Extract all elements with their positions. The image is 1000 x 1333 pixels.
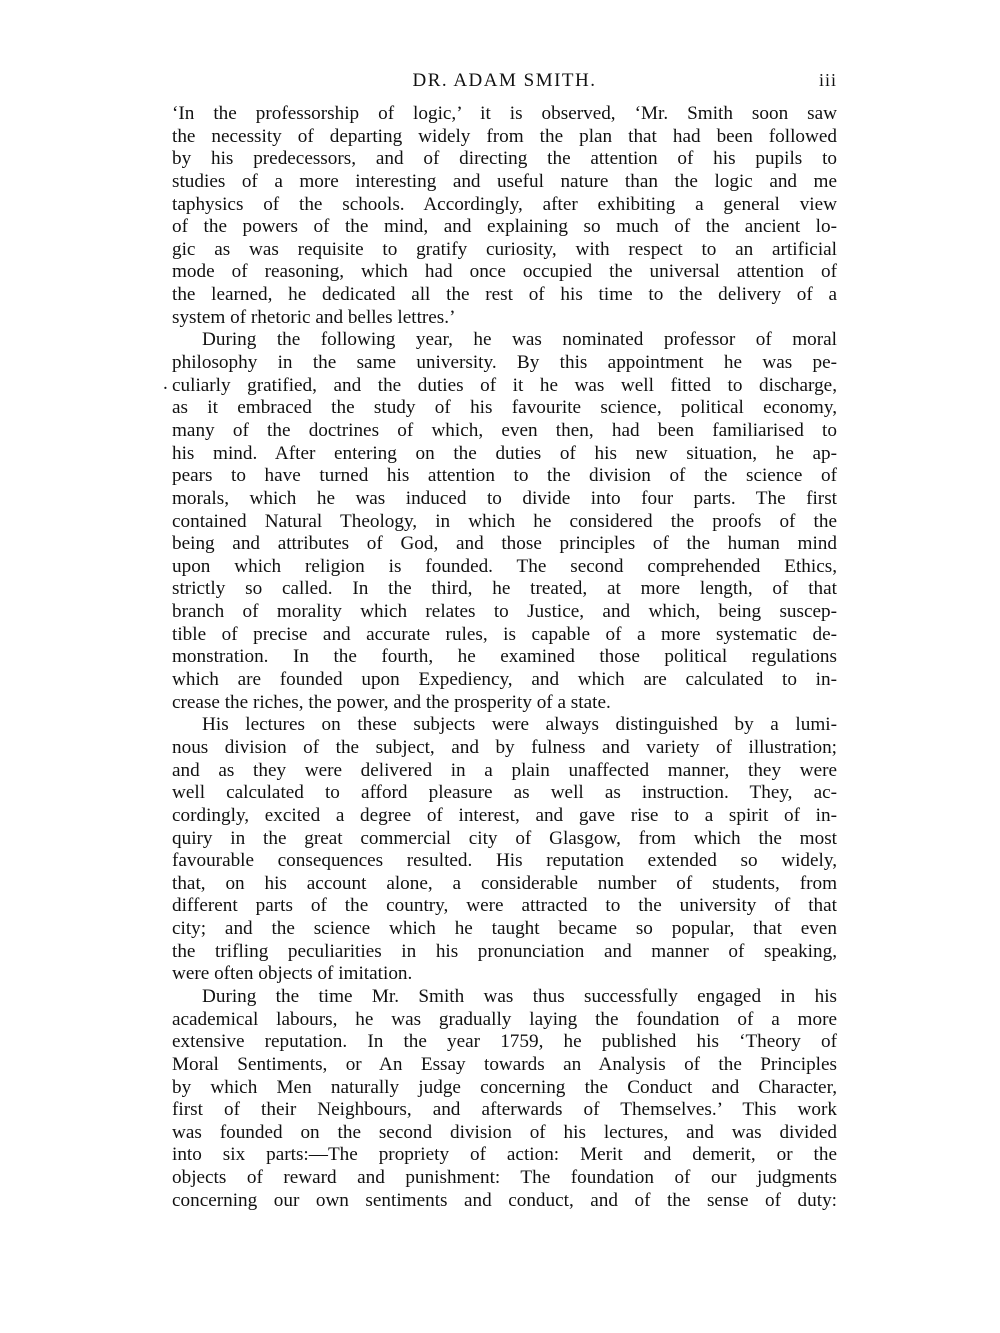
text-line: upon which religion is founded. The second comprehended Ethics, <box>172 555 837 577</box>
text-line: crease the riches, the power, and the prosperity of a state. <box>172 691 611 713</box>
text-line: quiry in the great commercial city of Glasgow, from which the most <box>172 827 837 849</box>
text-line: tible of precise and accurate rules, is capable of a more systematic de- <box>172 623 837 645</box>
text-line: branch of morality which relates to Justice, and which, being suscep- <box>172 601 837 623</box>
text-line: gic as was requisite to gratify curiosity, with respect to an artificial <box>172 238 837 260</box>
text-line: as it embraced the study of his favourite science, political economy, <box>172 397 837 419</box>
text-line: nous division of the subject, and by fulness and variety of illustration; <box>172 736 837 758</box>
text-line: which are founded upon Expediency, and which are calculated to in- <box>172 669 837 691</box>
text-line: first of their Neighbours, and afterwards of Themselves.’ This work <box>172 1099 837 1121</box>
text-line: philosophy in the same university. By this appointment he was pe- <box>172 352 837 374</box>
text-line: . culiarly gratified, and the duties of it he was well fitted to discharge, <box>172 375 837 398</box>
text-line: and as they were delivered in a plain unaffected manner, they were <box>172 759 837 781</box>
text-line: well calculated to afford pleasure as well as instruction. They, ac- <box>172 782 837 804</box>
text-line: that, on his account alone, a considerable number of students, from <box>172 872 837 894</box>
text-line: his mind. After entering on the duties of his new situation, he ap- <box>172 442 837 464</box>
text-line: were often objects of imitation. <box>172 963 413 985</box>
text-line: strictly so called. In the third, he treated, at more length, of that <box>172 578 837 600</box>
text-line: the necessity of departing widely from the plan that had been followed <box>172 125 837 147</box>
text-line: studies of a more interesting and useful nature than the logic and me <box>172 170 837 192</box>
text-line: objects of reward and punishment: The foundation of our judgments <box>172 1167 837 1189</box>
text-line: contained Natural Theology, in which he considered the proofs of the <box>172 510 837 532</box>
body-text <box>172 103 837 1212</box>
running-title: DR. ADAM SMITH. <box>412 70 597 91</box>
text-line: many of the doctrines of which, even then, had been familiarised to <box>172 419 837 441</box>
text-line: academical labours, he was gradually laying the foundation of a more <box>172 1008 837 1030</box>
text-line: being and attributes of God, and those principles of the human mind <box>172 533 837 555</box>
text-line: by which Men naturally judge concerning the Conduct and Character, <box>172 1076 837 1098</box>
text-line: extensive reputation. In the year 1759, he published his ‘Theory of <box>172 1031 837 1053</box>
text-line: pears to have turned his attention to the division of the science of <box>172 465 837 487</box>
text-line: His lectures on these subjects were always distinguished by a lumi- <box>202 714 837 736</box>
text-line: by his predecessors, and of directing the attention of his pupils to <box>172 148 837 170</box>
text-line: system of rhetoric and belles lettres.’ <box>172 306 456 328</box>
text-line: mode of reasoning, which had once occupied the universal attention of <box>172 261 837 283</box>
text-line: Moral Sentiments, or An Essay towards an Analysis of the Principles <box>172 1053 837 1075</box>
running-head <box>172 66 837 94</box>
text-line: into six parts:—The propriety of action: Merit and demerit, or the <box>172 1144 837 1166</box>
text-line: ‘In the professorship of logic,’ it is observed, ‘Mr. Smith soon saw <box>172 103 837 124</box>
text-line: monstration. In the fourth, he examined those political regulations <box>172 646 837 668</box>
text-line: taphysics of the schools. Accordingly, after exhibiting a general view <box>172 193 837 215</box>
text-line: of the powers of the mind, and explaining so much of the ancient lo- <box>172 216 837 238</box>
page-number: iii <box>818 70 837 90</box>
text-line: was founded on the second division of his lectures, and was divided <box>172 1121 837 1143</box>
text-line: cordingly, excited a degree of interest, and gave rise to a spirit of in- <box>172 804 837 826</box>
text-line: the learned, he dedicated all the rest of his time to the delivery of a <box>172 284 837 306</box>
text-line: morals, which he was induced to divide into four parts. The first <box>172 487 837 509</box>
text-line: concerning our own sentiments and conduct, and of the sense of duty: <box>172 1189 837 1211</box>
text-line: the trifling peculiarities in his pronunciation and manner of speaking, <box>172 940 837 962</box>
text-line: city; and the science which he taught became so popular, that even <box>172 918 837 940</box>
text-line: different parts of the country, were attracted to the university of that <box>172 895 837 917</box>
text-line: During the following year, he was nominated professor of moral <box>202 329 837 351</box>
text-line: favourable consequences resulted. His reputation extended so widely, <box>172 850 837 872</box>
text-line: During the time Mr. Smith was thus successfully engaged in his <box>202 985 837 1007</box>
